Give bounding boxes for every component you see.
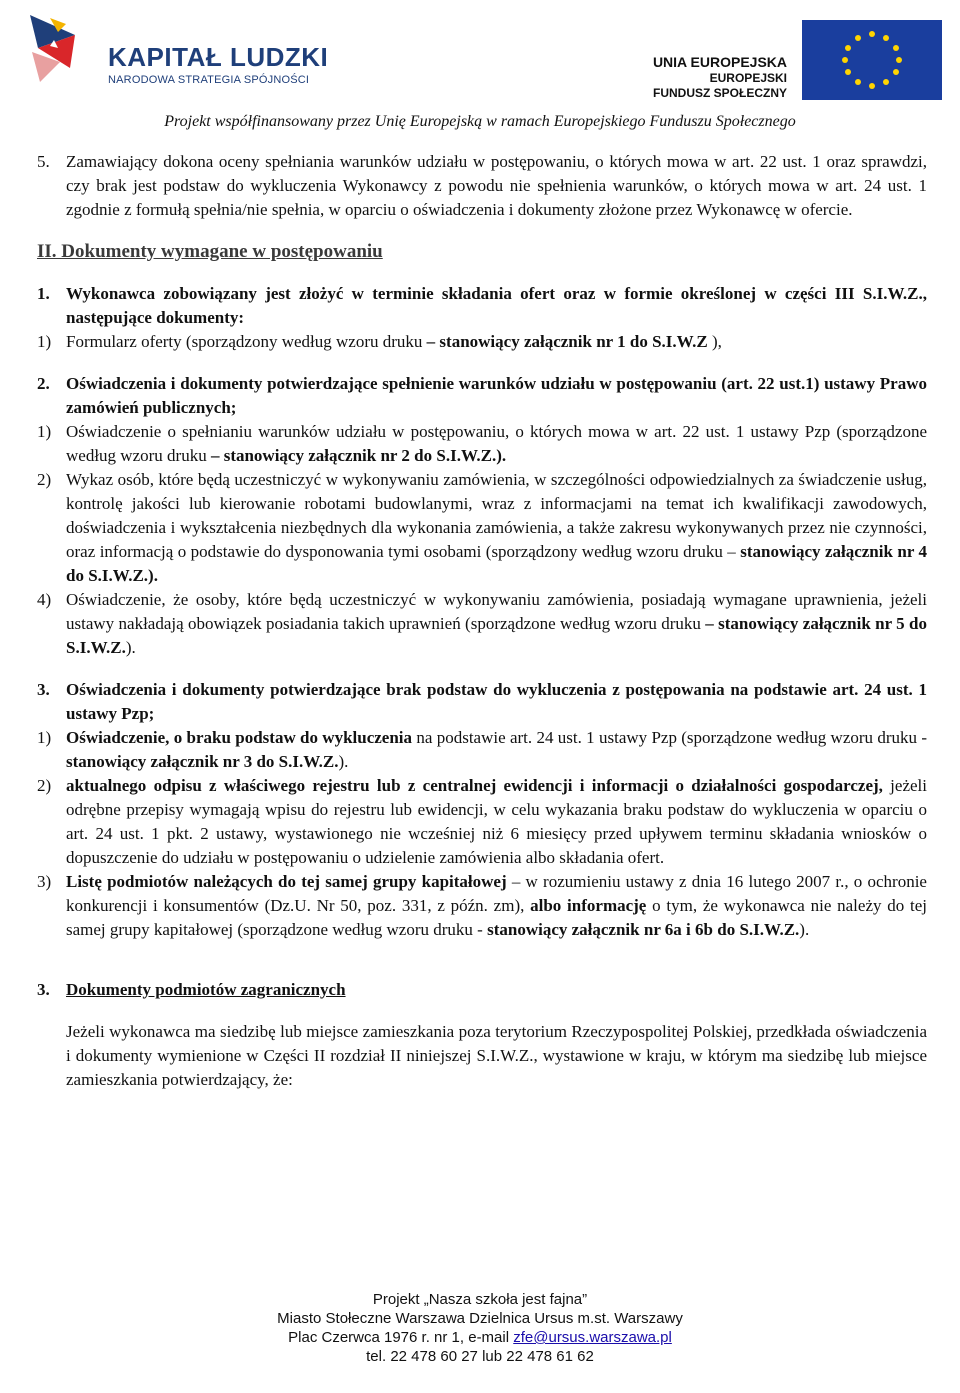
point-3-item-3-bold3: stanowiący załącznik nr 6a i 6b do S.I.W.Z. [487,920,800,939]
kapital-ludzki-logo [20,10,350,88]
point-2-item-4-bold: – stanowiący załącznik nr 5 do S.I.W.Z. [66,614,927,657]
point-1-item-1-number: 1) [37,332,52,351]
point-1 [37,282,927,330]
point-3-item-1-text: na podstawie art. 24 ust. 1 ustawy Pzp (sporządzone według wzoru druku - [412,728,927,747]
point-3-item-1-bold1: Oświadczenie, o braku podstaw do wykluczenia [66,728,413,747]
footer-address-text: Plac Czerwca 1976 r. nr 1, e-mail [288,1329,514,1346]
eu-logo-line2: EUROPEJSKI [709,71,787,85]
footer-phone: tel. 22 478 60 27 lub 22 478 61 62 [366,1348,594,1365]
point-3-item-2-number: 2) [37,776,52,795]
point-1-item-1-bold: – stanowiący załącznik nr 1 do S.I.W.Z [426,332,708,351]
point-2 [37,372,927,420]
kl-logo-subtitle: NARODOWA STRATEGIA SPÓJNOŚCI [108,74,310,86]
footer-institution: Miasto Stołeczne Warszawa Dzielnica Ursus m.st. Warszawy [277,1310,683,1327]
point-3-item-2 [37,774,927,870]
point-1-number: 1. [37,284,50,303]
point-1-text-a: Wykonawca zobowiązany jest złożyć w terminie składania ofert oraz w formie określonej w części III S.I.W.Z. [66,284,923,303]
point-1-item-1 [37,330,927,354]
point-3-item-2-text: jeżeli odrębne przepisy wymagają wpisu do rejestru lub ewidencji, w celu wykazania braku podstaw do wykluczenia w oparciu o art. 24 ust. 1 pkt. 2 ustawy, wystawionego nie wcześniej niż 6 miesięcy przed upływem terminu składania wniosków o dopuszczenie do udziału w postępowaniu o udzielenie zamówienia albo składania ofert. [66,776,927,867]
heading-II: II. Dokumenty wymagane w postępowaniu [37,241,383,262]
point-3b-number: 3. [37,980,50,999]
document-body [37,150,927,1092]
eu-flag-icon [802,20,942,100]
point-3 [37,678,927,726]
footer-email-link[interactable]: zfe@ursus.warszawa.pl [513,1329,672,1346]
point-3-item-3-number: 3) [37,872,52,891]
point-3-item-3-text1: – w rozumieniu ustawy z dnia 16 lutego 2007 r., o ochronie konkurencji i konsumentów (Dz.U. Nr 50, poz. 331, z późn. zm), [66,872,927,915]
point-1-text-b: , następujące dokumenty: [66,284,927,327]
point-2-item-4 [37,588,927,660]
point-2-item-1-bold: – stanowiący załącznik nr 2 do S.I.W.Z.). [210,446,507,465]
point-3-item-1 [37,726,927,774]
point-3-item-3-bold2: albo informację [530,896,647,915]
point-2-item-4-text: Oświadczenie, że osoby, które będą uczestniczyć w wykonywaniu zamówienia, posiadają wymagane uprawnienia, jeżeli ustawy nakładają obowiązek posiadania takich uprawnień (sporządzone według wzoru druku [66,590,927,633]
point-2-item-2-number: 2) [37,470,52,489]
point-3-item-1-number: 1) [37,728,52,747]
point-2-item-1 [37,420,927,468]
eu-logo-line1: UNIA EUROPEJSKA [652,54,787,70]
point-3-item-1-bold2: stanowiący załącznik nr 3 do S.I.W.Z. [66,752,339,771]
eu-logo [652,18,952,100]
section-5-number: 5. [37,152,50,171]
page-footer [0,1290,960,1366]
point-3-item-1-tail: ). [338,752,349,771]
point-3-item-2-bold: aktualnego odpisu z właściwego rejestru lub z centralnej ewidencji i informacji o działalności gospodarczej, [66,776,883,795]
eu-logo-line3: FUNDUSZ SPOŁECZNY [652,86,787,100]
footer-address [0,1328,960,1347]
point-2-text: Oświadczenia i dokumenty potwierdzające spełnienie warunków udziału w postępowaniu (art. 22 ust.1) ustawy Prawo zamówień publicznych; [66,374,927,417]
point-2-number: 2. [37,374,50,393]
kapital-ludzki-emblem-icon [20,10,90,88]
point-1-item-1-text: Formularz oferty (sporządzony według wzoru druku [66,332,427,351]
footer-project: Projekt „Nasza szkoła jest fajna” [372,1291,588,1308]
cofinancing-tagline: Projekt współfinansowany przez Unię Europejską w ramach Europejskiego Funduszu Społecznego [164,113,796,130]
point-2-item-2 [37,468,927,588]
section-5-paragraph [37,150,927,222]
point-3b-text: Jeżeli wykonawca ma siedzibę lub miejsce zamieszkania poza terytorium Rzeczypospolitej Polskiej, przedkłada oświadczenia i dokumenty wymienione w Części II rozdział II niniejszej S.I.W.Z., wystawione w kraju, w którym ma siedzibę lub miejsce zamieszkania potwierdzający, że: [66,1022,927,1089]
page-header [0,0,960,140]
point-2-item-4-number: 4) [37,590,52,609]
point-2-item-1-number: 1) [37,422,52,441]
point-3-item-3-text2: o tym, że wykonawca nie należy do tej samej grupy kapitałowej (sporządzone według wzoru druku - [66,896,927,939]
point-3-item-3-bold1: Listę podmiotów należących do tej samej grupy kapitałowej [66,872,507,891]
point-3b-title: Dokumenty podmiotów zagranicznych [66,980,346,999]
point-2-item-1-text: Oświadczenie o spełnianiu warunków udziału w postępowaniu, o których mowa w art. 22 ust. 1 ustawy Pzp (sporządzone według wzoru druku [66,422,927,465]
point-3-number: 3. [37,680,50,699]
point-2-item-4-tail: ). [125,638,136,657]
point-3-item-3-tail: ). [799,920,810,939]
point-3-text: Oświadczenia i dokumenty potwierdzające brak podstaw do wykluczenia z postępowania na podstawie art. 24 ust. 1 ustawy Pzp; [66,680,927,723]
kl-logo-title: KAPITAŁ LUDZKI [108,42,329,72]
point-2-item-2-bold: stanowiący załącznik nr 4 do S.I.W.Z.). [66,542,928,585]
point-2-item-2-text: Wykaz osób, które będą uczestniczyć w wykonywaniu zamówienia, w szczególności odpowiedzialnych za świadczenie usług, kontrolę jakości lub kierowanie robotami budowlanymi, wraz z informacjami na temat ich kwalifikacji zawodowych, doświadczenia i wykształcenia niezbędnych dla wykonania zamówienia, a także zakresu wykonywanych przez nie czynności, oraz informacją o podstawie do dysponowania tymi osobami (sporządzony według wzoru druku – [66,470,927,561]
point-1-item-1-tail: ), [707,332,722,351]
point-3b-heading [37,978,927,1002]
point-3-item-3 [37,870,927,942]
section-5-text: Zamawiający dokona oceny spełniania warunków udziału w postępowaniu, o których mowa w art. 22 ust. 1 oraz sprawdzi, czy brak jest podstaw do wykluczenia Wykonawcy z powodu nie spełnienia warunków, o których mowa w art. 24 ust. 1 zgodnie z formułą spełnia/nie spełnia, w oparciu o oświadczenia i dokumenty złożone przez Wykonawcę w ofercie. [66,152,927,219]
